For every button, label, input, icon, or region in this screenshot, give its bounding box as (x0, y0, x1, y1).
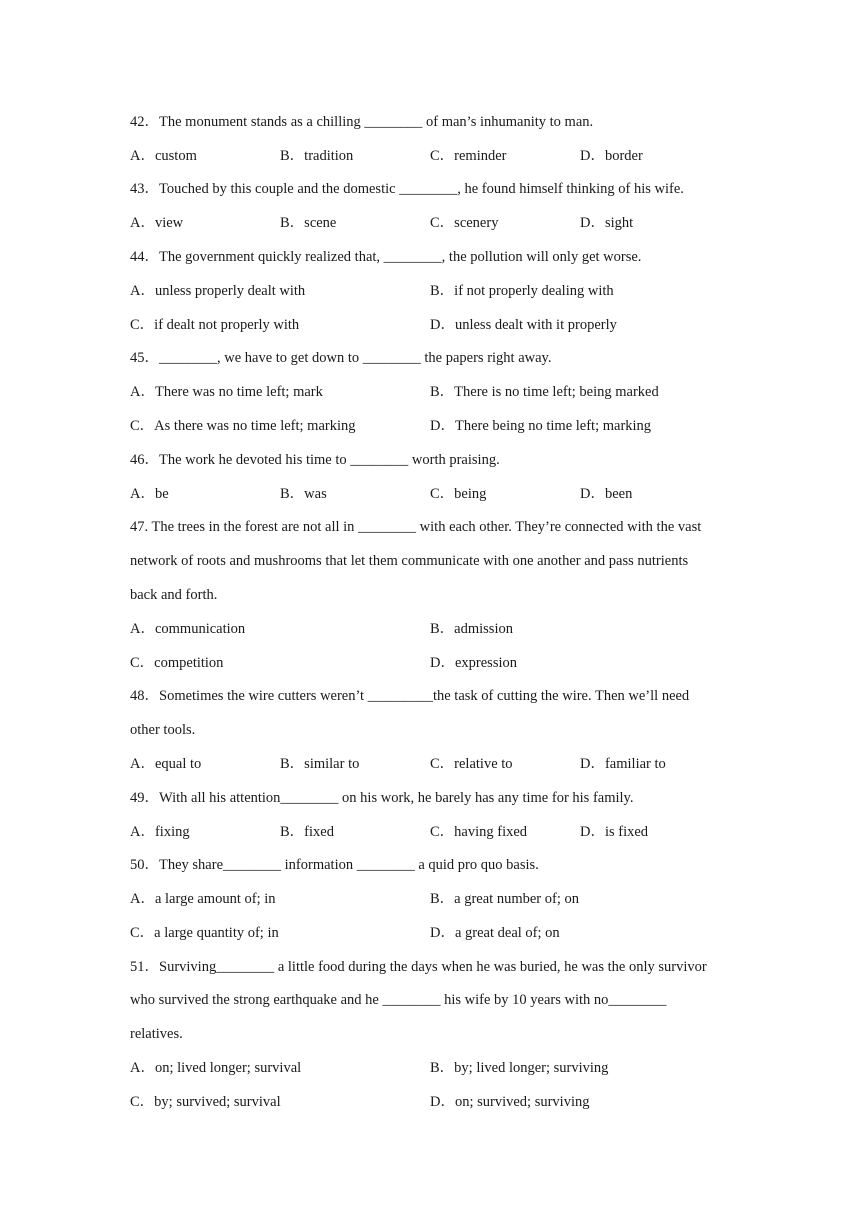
question-44-option-b: B．if not properly dealing with (430, 283, 614, 299)
question-45-stem: 45．________, we have to get down to ________ the papers right away. (130, 350, 552, 366)
question-46-option-d: D．been (580, 486, 633, 502)
question-47-stem-line-2: network of roots and mushrooms that let them communicate with one another and pass nutrients (130, 553, 689, 569)
question-45-option-d: D．There being no time left; marking (430, 418, 652, 434)
question-48-option-c: C．relative to (430, 756, 513, 772)
question-51-stem-line-2: who survived the strong earthquake and he ________ his wife by 10 years with no________ (130, 992, 667, 1008)
question-49-option-d: D．is fixed (580, 824, 649, 840)
question-48-option-a: A．equal to (130, 756, 202, 772)
question-42-option-d: D．border (580, 148, 643, 164)
question-50-option-b: B．a great number of; on (430, 891, 579, 907)
question-51-stem-line-1: 51．Surviving________ a little food during the days when he was buried, he was the only survivor (130, 959, 707, 975)
question-43-stem: 43．Touched by this couple and the domestic ________, he found himself thinking of his wife. (130, 181, 684, 197)
question-45-option-c: C．As there was no time left; marking (130, 418, 356, 434)
question-45-option-b: B．There is no time left; being marked (430, 384, 659, 400)
question-50-option-a: A．a large amount of; in (130, 891, 276, 907)
question-48-stem-line-2: other tools. (130, 722, 196, 738)
question-47-option-a: A．communication (130, 621, 246, 637)
question-48-option-d: D．familiar to (580, 756, 666, 772)
question-48-option-b: B．similar to (280, 756, 360, 772)
question-45-option-a: A．There was no time left; mark (130, 384, 323, 400)
question-51-option-c: C．by; survived; survival (130, 1094, 281, 1110)
question-51-stem-line-3: relatives. (130, 1026, 183, 1042)
question-43-option-c: C．scenery (430, 215, 499, 231)
question-51-option-d: D．on; survived; surviving (430, 1094, 590, 1110)
question-51-option-a: A．on; lived longer; survival (130, 1060, 302, 1076)
question-42-stem: 42．The monument stands as a chilling ________ of man’s inhumanity to man. (130, 114, 594, 130)
question-49-stem: 49．With all his attention________ on his work, he barely has any time for his family. (130, 790, 634, 806)
question-42-option-c: C．reminder (430, 148, 507, 164)
question-46-stem: 46．The work he devoted his time to ________ worth praising. (130, 452, 500, 468)
question-43-option-a: A．view (130, 215, 184, 231)
question-42-option-b: B．tradition (280, 148, 354, 164)
question-43-option-d: D．sight (580, 215, 634, 231)
question-49-option-a: A．fixing (130, 824, 190, 840)
question-50-option-c: C．a large quantity of; in (130, 925, 279, 941)
question-46-option-b: B．was (280, 486, 327, 502)
question-51-option-b: B．by; lived longer; surviving (430, 1060, 609, 1076)
question-50-option-d: D．a great deal of; on (430, 925, 560, 941)
question-48-stem-line-1: 48．Sometimes the wire cutters weren’t _________the task of cutting the wire. Then we’ll need (130, 688, 690, 704)
question-42-option-a: A．custom (130, 148, 197, 164)
question-46-option-c: C．being (430, 486, 487, 502)
question-50-stem: 50．They share________ information ________ a quid pro quo basis. (130, 857, 539, 873)
question-44-option-c: C．if dealt not properly with (130, 317, 300, 333)
question-47-option-b: B．admission (430, 621, 513, 637)
question-47-stem-line-3: back and forth. (130, 587, 218, 603)
question-47-option-c: C．competition (130, 655, 224, 671)
question-44-option-a: A．unless properly dealt with (130, 283, 306, 299)
question-49-option-c: C．having fixed (430, 824, 528, 840)
question-49-option-b: B．fixed (280, 824, 334, 840)
question-47-option-d: D．expression (430, 655, 517, 671)
question-46-option-a: A．be (130, 486, 169, 502)
question-43-option-b: B．scene (280, 215, 337, 231)
question-47-stem-line-1: 47. The trees in the forest are not all in ________ with each other. They’re connected with the vast (130, 519, 702, 535)
question-44-option-d: D．unless dealt with it properly (430, 317, 617, 333)
question-44-stem: 44．The government quickly realized that, ________, the pollution will only get worse. (130, 249, 642, 265)
